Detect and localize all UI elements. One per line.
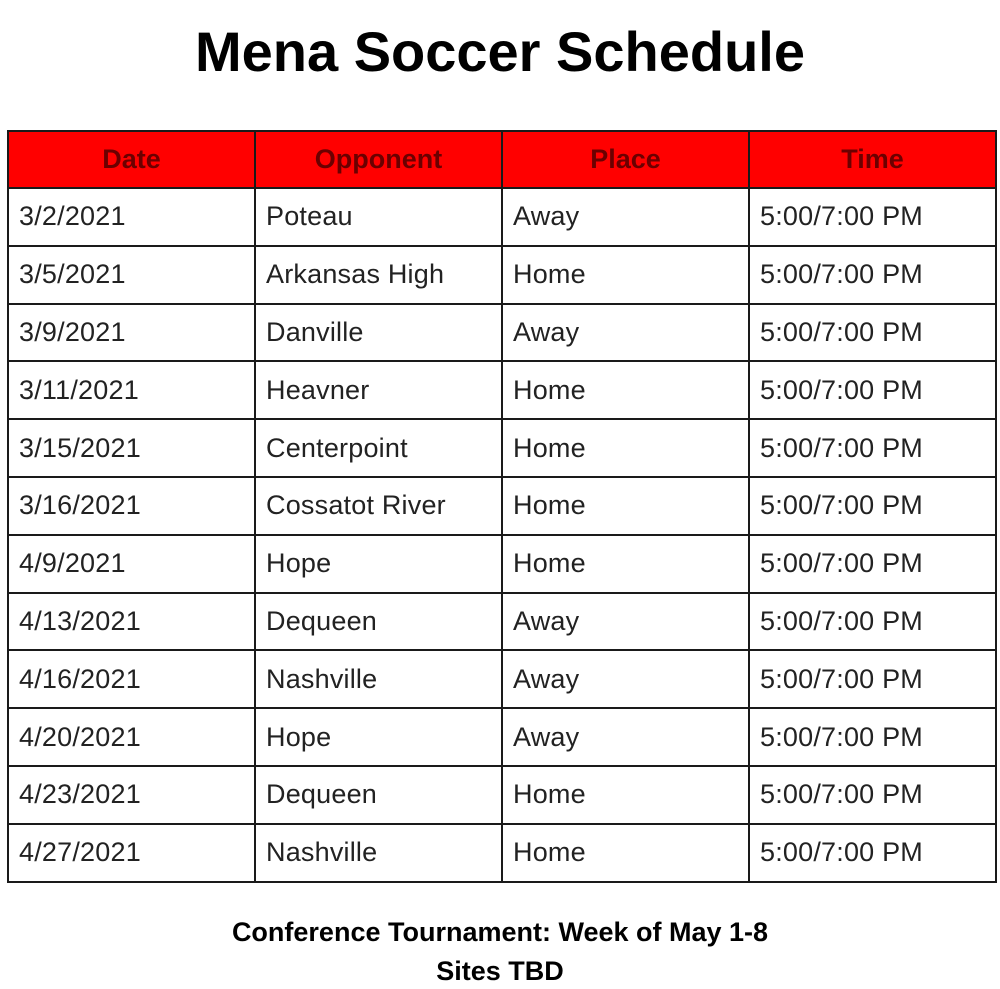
table-row (8, 361, 996, 419)
opponent-cell: Hope (255, 535, 502, 593)
time-cell: 5:00/7:00 PM (749, 188, 996, 246)
column-header-opponent: Opponent (255, 131, 502, 188)
table-row (8, 535, 996, 593)
column-header-place: Place (502, 131, 749, 188)
time-cell: 5:00/7:00 PM (749, 708, 996, 766)
opponent-cell: Danville (255, 304, 502, 362)
time-cell: 5:00/7:00 PM (749, 304, 996, 362)
column-header-date: Date (8, 131, 255, 188)
opponent-cell: Poteau (255, 188, 502, 246)
place-cell: Away (502, 593, 749, 651)
time-cell: 5:00/7:00 PM (749, 419, 996, 477)
time-cell: 5:00/7:00 PM (749, 535, 996, 593)
time-cell: 5:00/7:00 PM (749, 593, 996, 651)
place-cell: Home (502, 824, 749, 882)
opponent-cell: Cossatot River (255, 477, 502, 535)
page-title: Mena Soccer Schedule (194, 20, 805, 83)
table-row (8, 477, 996, 535)
place-cell: Home (502, 535, 749, 593)
place-cell: Home (502, 766, 749, 824)
place-cell: Home (502, 246, 749, 304)
place-cell: Home (502, 419, 749, 477)
table-row (8, 419, 996, 477)
date-cell: 4/16/2021 (8, 650, 255, 708)
opponent-cell: Dequeen (255, 766, 502, 824)
date-cell: 3/5/2021 (8, 246, 255, 304)
date-cell: 4/9/2021 (8, 535, 255, 593)
time-cell: 5:00/7:00 PM (749, 824, 996, 882)
opponent-cell: Nashville (255, 824, 502, 882)
date-cell: 4/23/2021 (8, 766, 255, 824)
place-cell: Away (502, 650, 749, 708)
tournament-note: Conference Tournament: Week of May 1-8 (231, 917, 769, 947)
table-row (8, 304, 996, 362)
place-cell: Away (502, 304, 749, 362)
place-cell: Home (502, 361, 749, 419)
opponent-cell: Nashville (255, 650, 502, 708)
table-row (8, 246, 996, 304)
table-row (8, 188, 996, 246)
date-cell: 4/13/2021 (8, 593, 255, 651)
table-row (8, 650, 996, 708)
place-cell: Away (502, 188, 749, 246)
date-cell: 3/2/2021 (8, 188, 255, 246)
place-cell: Home (502, 477, 749, 535)
date-cell: 4/27/2021 (8, 824, 255, 882)
date-cell: 3/11/2021 (8, 361, 255, 419)
time-cell: 5:00/7:00 PM (749, 650, 996, 708)
date-cell: 3/9/2021 (8, 304, 255, 362)
table-body (8, 188, 996, 882)
date-cell: 4/20/2021 (8, 708, 255, 766)
time-cell: 5:00/7:00 PM (749, 246, 996, 304)
time-cell: 5:00/7:00 PM (749, 477, 996, 535)
table-row (8, 708, 996, 766)
opponent-cell: Arkansas High (255, 246, 502, 304)
table-row (8, 766, 996, 824)
opponent-cell: Dequeen (255, 593, 502, 651)
table-row (8, 593, 996, 651)
opponent-cell: Heavner (255, 361, 502, 419)
time-cell: 5:00/7:00 PM (749, 361, 996, 419)
date-cell: 3/15/2021 (8, 419, 255, 477)
date-cell: 3/16/2021 (8, 477, 255, 535)
time-cell: 5:00/7:00 PM (749, 766, 996, 824)
header-row (8, 131, 996, 188)
sites-note: Sites TBD (436, 956, 564, 986)
opponent-cell: Centerpoint (255, 419, 502, 477)
column-header-time: Time (749, 131, 996, 188)
table-row (8, 824, 996, 882)
place-cell: Away (502, 708, 749, 766)
opponent-cell: Hope (255, 708, 502, 766)
schedule-table (7, 130, 997, 883)
table-header (8, 131, 996, 188)
